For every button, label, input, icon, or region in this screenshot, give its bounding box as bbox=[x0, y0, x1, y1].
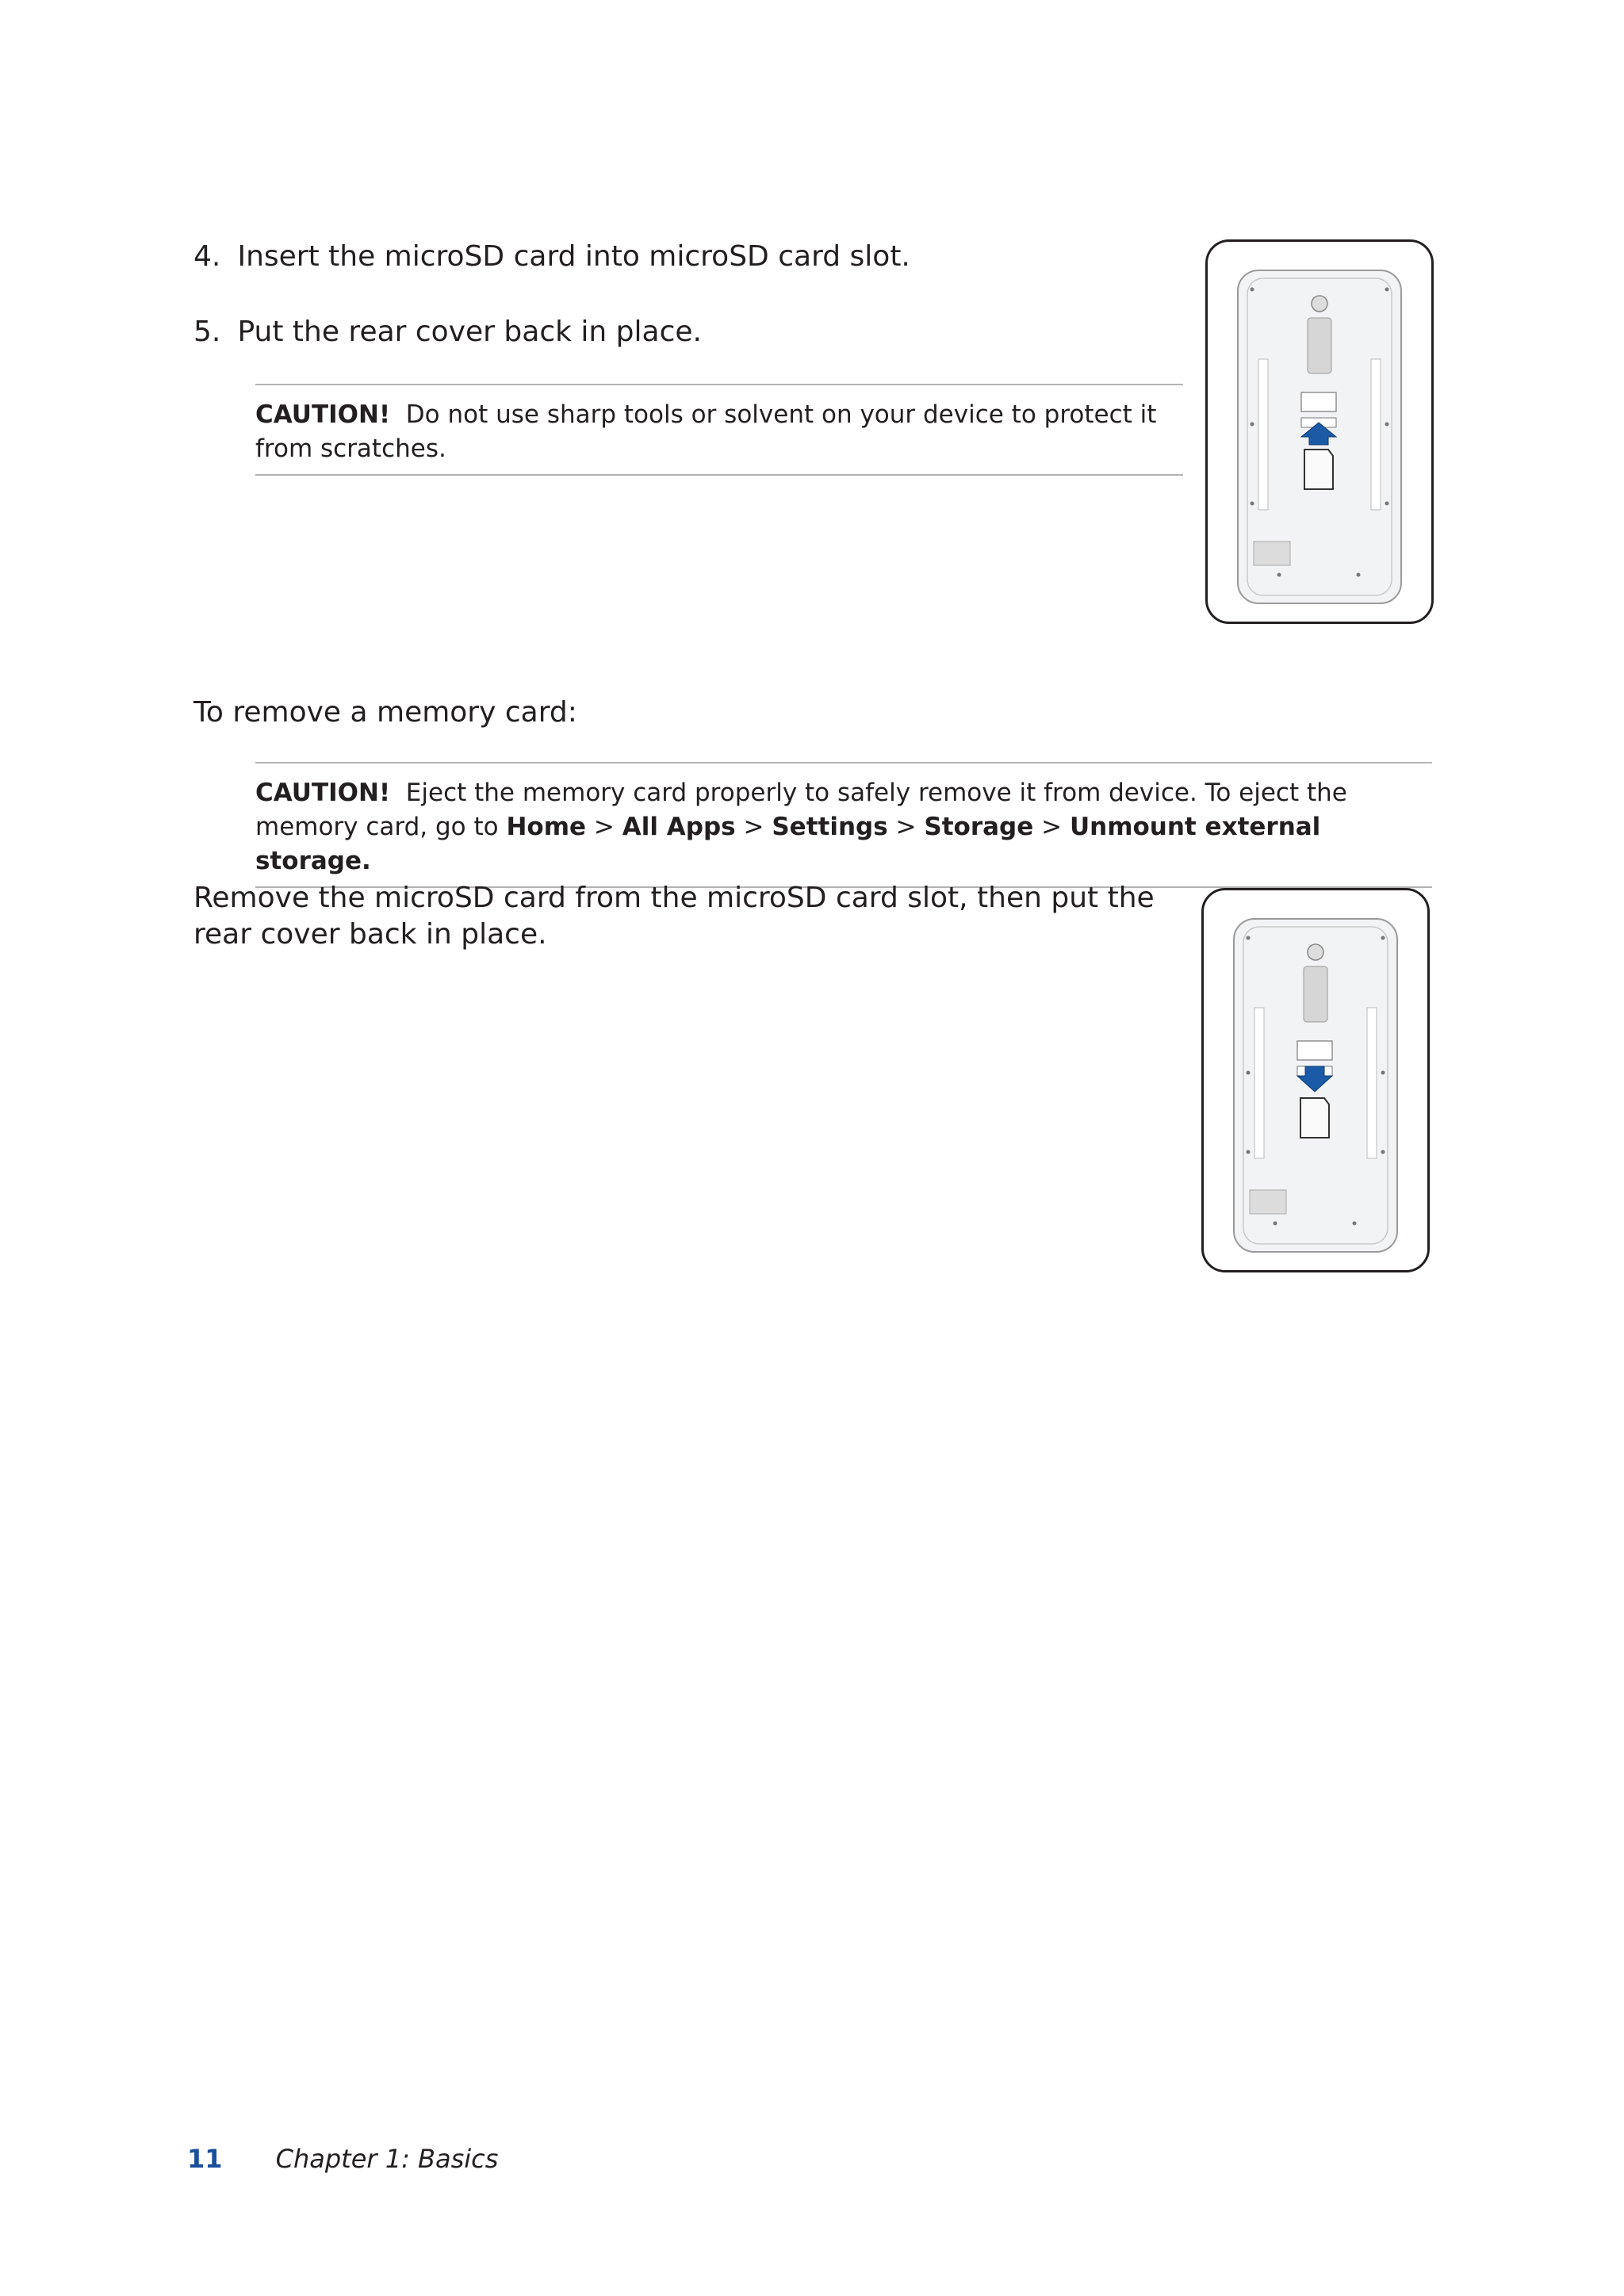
screw-dot bbox=[1381, 936, 1385, 940]
path-separator: > bbox=[593, 813, 615, 841]
path-home: Home bbox=[506, 813, 587, 841]
camera-module bbox=[1308, 944, 1323, 960]
camera-housing bbox=[1308, 318, 1331, 373]
step-text: Insert the microSD card into microSD card slot. bbox=[237, 240, 910, 273]
phone-insert-microsd-illustration-icon bbox=[1208, 242, 1431, 622]
caution-label: CAUTION! bbox=[255, 400, 391, 429]
microsd-card bbox=[1304, 450, 1333, 489]
camera-module bbox=[1312, 296, 1327, 312]
screw-dot bbox=[1381, 1150, 1385, 1154]
microsd-card bbox=[1300, 1098, 1329, 1138]
screw-dot bbox=[1353, 1222, 1357, 1226]
screw-dot bbox=[1274, 1222, 1277, 1226]
step-number: 5. bbox=[193, 316, 221, 348]
path-storage: Storage bbox=[924, 813, 1034, 841]
step-5 bbox=[193, 315, 702, 350]
right-rail bbox=[1371, 359, 1381, 510]
footer bbox=[187, 2144, 498, 2174]
screw-dot bbox=[1385, 288, 1389, 292]
caution-text: Eject the memory card properly to safely remove it from device. To eject the memory card, go to bbox=[255, 779, 1347, 841]
sim-slot bbox=[1297, 1041, 1332, 1060]
caution-note-eject bbox=[255, 762, 1432, 888]
speaker-grille bbox=[1254, 541, 1290, 565]
screw-dot bbox=[1385, 423, 1389, 427]
screw-dot bbox=[1247, 936, 1251, 940]
screw-dot bbox=[1357, 573, 1361, 577]
screw-dot bbox=[1251, 502, 1254, 506]
path-separator: > bbox=[895, 813, 917, 841]
camera-housing bbox=[1304, 966, 1327, 1022]
step-number: 4. bbox=[193, 240, 221, 273]
insert-card-figure bbox=[1205, 239, 1434, 624]
caution-label: CAUTION! bbox=[255, 779, 391, 807]
path-settings: Settings bbox=[772, 813, 888, 841]
page-number: 11 bbox=[187, 2144, 223, 2174]
chapter-title: Chapter 1: Basics bbox=[275, 2144, 499, 2174]
caution-text: Do not use sharp tools or solvent on your device to protect it from scratches. bbox=[255, 400, 1157, 463]
step-4 bbox=[193, 239, 910, 274]
path-all-apps: All Apps bbox=[622, 813, 736, 841]
left-rail bbox=[1254, 1008, 1264, 1158]
remove-instruction: Remove the microSD card from the microSD card slot, then put the rear cover back in place. bbox=[193, 882, 1155, 951]
screw-dot bbox=[1381, 1071, 1385, 1075]
remove-card-figure bbox=[1201, 888, 1430, 1272]
path-separator: > bbox=[1041, 813, 1063, 841]
caution-note-sharp-tools bbox=[255, 384, 1183, 476]
screw-dot bbox=[1251, 288, 1254, 292]
path-unmount: Unmount external storage. bbox=[255, 813, 1321, 875]
sim-slot bbox=[1301, 392, 1336, 411]
screw-dot bbox=[1247, 1071, 1251, 1075]
remove-heading: To remove a memory card: bbox=[193, 696, 577, 729]
phone-remove-microsd-illustration-icon bbox=[1204, 890, 1427, 1270]
screw-dot bbox=[1251, 423, 1254, 427]
screw-dot bbox=[1385, 502, 1389, 506]
path-separator: > bbox=[743, 813, 764, 841]
screw-dot bbox=[1277, 573, 1281, 577]
speaker-grille bbox=[1250, 1190, 1286, 1214]
left-rail bbox=[1258, 359, 1268, 510]
right-rail bbox=[1367, 1008, 1377, 1158]
step-text: Put the rear cover back in place. bbox=[237, 316, 702, 348]
screw-dot bbox=[1247, 1150, 1251, 1154]
